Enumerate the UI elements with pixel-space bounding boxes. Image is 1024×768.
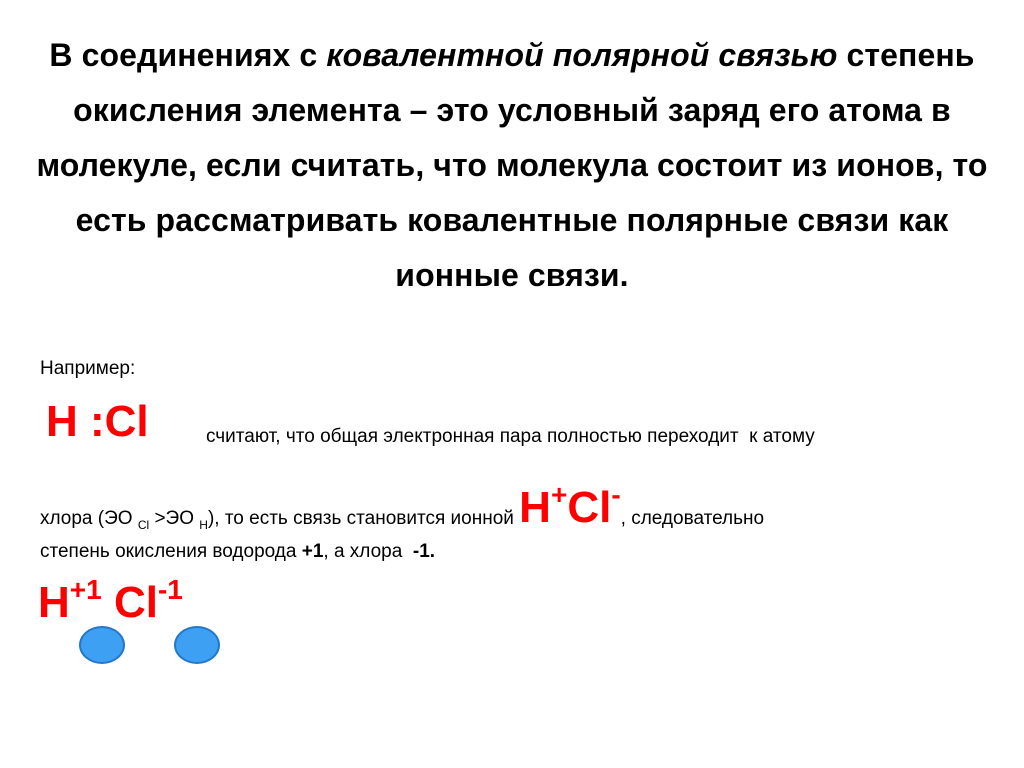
cl-oxidation-value: -1. — [412, 541, 436, 562]
line2-text-d: , следовательно — [620, 508, 765, 529]
line2-text-b: >ЭО — [149, 508, 200, 529]
h-oxidation-value: +1 — [301, 541, 324, 562]
title-text-start: В соединениях с — [49, 37, 327, 73]
electron-circle-h — [79, 626, 125, 664]
line3-text-b: , а хлора — [323, 541, 413, 562]
explanation-line-1: считают, что общая электронная пара полностью переходит к атому — [206, 426, 815, 447]
oxid-h: H — [38, 578, 70, 627]
subscript-h: H — [199, 518, 208, 532]
subscript-cl: Cl — [137, 518, 150, 532]
ion-h: H — [519, 483, 551, 532]
oxid-h-state: +1 — [69, 574, 102, 605]
example-label: Например: — [40, 358, 136, 379]
oxid-cl: Cl — [113, 578, 158, 627]
ion-cl: Cl — [567, 483, 612, 532]
line2-text-c: ), то есть связь становится ионной — [207, 508, 520, 529]
ionic-formula — [519, 479, 621, 532]
oxidation-formula — [38, 574, 183, 628]
slide-title — [28, 28, 996, 303]
ion-h-charge: + — [550, 479, 568, 510]
electron-circle-cl — [174, 626, 220, 664]
line2-text-a: хлора (ЭО — [40, 508, 138, 529]
covalent-formula: H :Cl — [46, 397, 149, 446]
line3-text-a: степень окисления водорода — [40, 541, 302, 562]
title-text-end: степень окисления элемента – это условный заряд его атома в молекуле, если считать, что молекула состоит из ионов, то есть рассматривать ковалентные полярные связи как ионные связи. — [36, 37, 988, 293]
ion-cl-charge: - — [611, 479, 621, 510]
oxid-cl-state: -1 — [157, 574, 183, 605]
title-italic-phrase: ковалентной полярной связью — [326, 37, 838, 73]
explanation-line-3 — [40, 541, 435, 563]
